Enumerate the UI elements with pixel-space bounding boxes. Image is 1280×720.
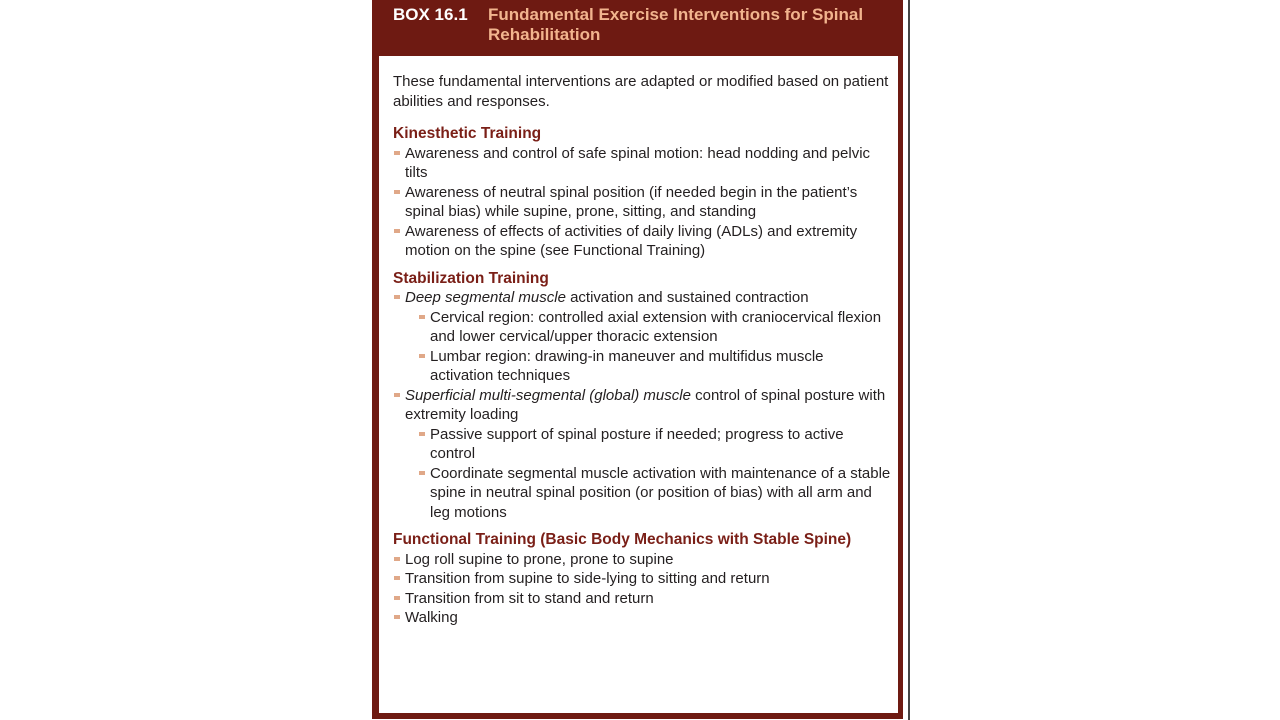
deep-segmental-text: activation and sustained contraction xyxy=(565,289,809,306)
superficial-text: control of spinal posture with extremity loading xyxy=(405,386,886,423)
kinesthetic-list xyxy=(393,144,891,261)
list-item: Transition from supine to side-lying to sitting and return xyxy=(393,569,891,589)
deep-segmental-term: Deep segmental muscle xyxy=(405,289,566,306)
superficial-sublist xyxy=(405,425,891,523)
box-body xyxy=(379,56,898,713)
list-item: Transition from sit to stand and return xyxy=(393,589,891,609)
list-item-superficial xyxy=(393,386,891,523)
sub-list-item: Cervical region: controlled axial extension with craniocervical flexion and lower cervical/upper thoracic extension xyxy=(418,308,891,347)
list-item-deep-segmental xyxy=(393,288,891,386)
intro-text: These fundamental interventions are adapted or modified based on patient abilities and responses. xyxy=(393,73,889,110)
exercise-box xyxy=(372,0,903,719)
stabilization-list xyxy=(393,288,891,522)
box-number: BOX 16.1 xyxy=(393,5,468,24)
section-heading-functional: Functional Training (Basic Body Mechanics with Stable Spine) xyxy=(393,531,852,548)
list-item: Walking xyxy=(393,608,891,628)
sub-list-item: Coordinate segmental muscle activation with maintenance of a stable spine in neutral spinal position (or position of bias) with all arm and leg motions xyxy=(418,464,891,523)
box-content xyxy=(393,72,891,636)
box-title: Fundamental Exercise Interventions for Spinal Rehabilitation xyxy=(488,5,864,44)
section-heading-stabilization: Stabilization Training xyxy=(393,269,549,287)
list-item: Awareness of effects of activities of daily living (ADLs) and extremity motion on the spine (see Functional Training) xyxy=(393,222,891,261)
divider-line xyxy=(908,0,910,720)
sub-list-item: Lumbar region: drawing-in maneuver and multifidus muscle activation techniques xyxy=(418,347,891,386)
sub-list-item: Passive support of spinal posture if needed; progress to active control xyxy=(418,425,891,464)
section-heading-kinesthetic: Kinesthetic Training xyxy=(393,125,542,142)
superficial-term: Superficial multi-segmental (global) muscle xyxy=(405,386,691,404)
list-item: Awareness of neutral spinal position (if needed begin in the patient’s spinal bias) while supine, prone, sitting, and standing xyxy=(393,183,891,222)
list-item: Log roll supine to prone, prone to supine xyxy=(393,550,891,570)
list-item: Awareness and control of safe spinal motion: head nodding and pelvic tilts xyxy=(393,144,891,183)
deep-segmental-sublist xyxy=(405,308,891,386)
functional-list xyxy=(393,550,891,628)
box-header xyxy=(372,0,903,56)
